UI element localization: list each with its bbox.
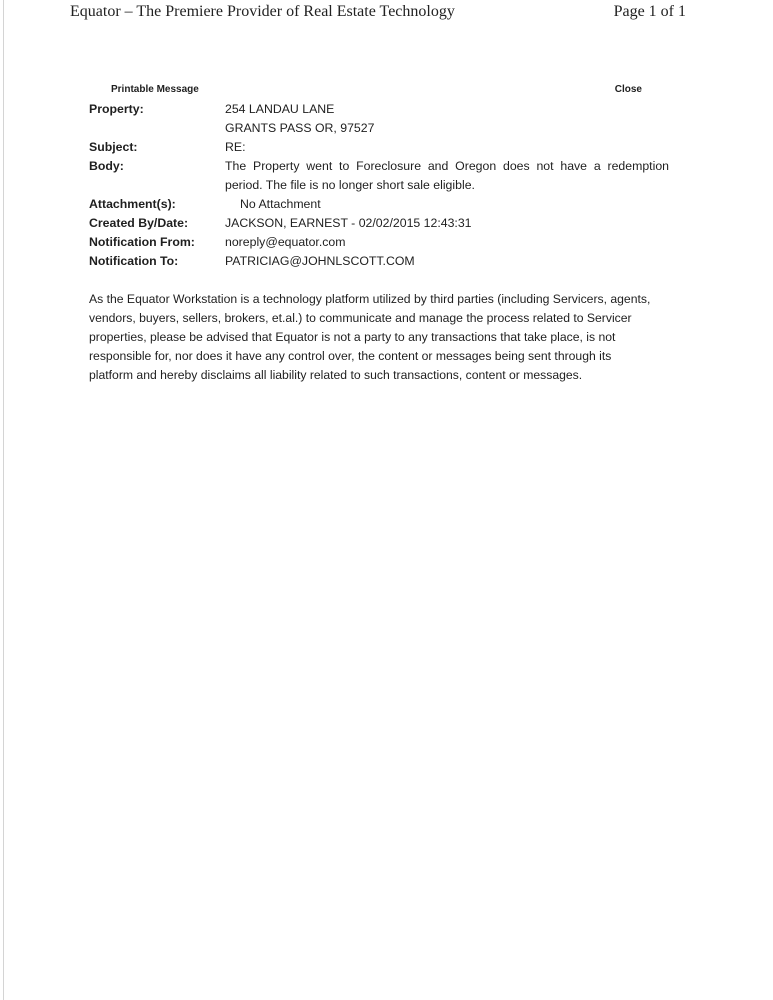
disclaimer-line-2: vendors, buyers, sellers, brokers, et.al.) to communicate and manage the process related to Servicer <box>89 311 632 325</box>
body-value <box>225 157 669 195</box>
disclaimer-line-5: platform and hereby disclaims all liability related to such transactions, content or messages. <box>89 368 583 382</box>
attachments-value: No Attachment <box>240 197 321 211</box>
page-indicator: Page 1 of 1 <box>613 3 686 20</box>
created-value: JACKSON, EARNEST - 02/02/2015 12:43:31 <box>225 216 472 230</box>
disclaimer-line-3: properties, please be advised that Equator is not a party to any transactions that take place, is not <box>89 330 616 344</box>
body-label: Body: <box>89 159 124 173</box>
notification-to-label: Notification To: <box>89 254 179 268</box>
attachments-row <box>89 195 669 214</box>
created-label: Created By/Date: <box>89 216 189 230</box>
notification-to-value: PATRICIAG@JOHNLSCOTT.COM <box>225 254 415 268</box>
disclaimer-line-1: As the Equator Workstation is a technology platform utilized by third parties (including Servicers, agents, <box>89 292 651 306</box>
notification-from-row <box>89 233 669 252</box>
page-edge-rule <box>3 0 4 1000</box>
notification-to-row <box>89 252 669 271</box>
printable-message-title: Printable Message <box>111 84 199 95</box>
created-row <box>89 214 669 233</box>
body-line-2: period. The file is no longer short sale eligible. <box>225 178 475 192</box>
print-header <box>70 3 686 25</box>
print-header-title: Equator – The Premiere Provider of Real Estate Technology <box>70 3 455 20</box>
body-row <box>89 157 669 195</box>
close-link[interactable]: Close <box>614 84 642 95</box>
disclaimer-line-4: responsible for, nor does it have any control over, the content or messages being sent through its <box>89 349 612 363</box>
notification-from-value: noreply@equator.com <box>225 235 346 249</box>
subject-row <box>89 138 669 157</box>
property-value <box>225 100 669 138</box>
body-line-1: The Property went to Foreclosure and Oregon does not have a redemption <box>225 159 669 173</box>
property-row <box>89 100 669 138</box>
subject-label: Subject: <box>89 140 138 154</box>
attachments-label: Attachment(s): <box>89 197 176 211</box>
message-toolbar <box>111 84 642 98</box>
property-label: Property: <box>89 102 144 116</box>
message-fields <box>89 100 669 271</box>
property-address-line-1: 254 LANDAU LANE <box>225 102 335 116</box>
notification-from-label: Notification From: <box>89 235 195 249</box>
property-address-line-2: GRANTS PASS OR, 97527 <box>225 121 375 135</box>
disclaimer-paragraph <box>89 290 669 385</box>
subject-value: RE: <box>225 140 246 154</box>
